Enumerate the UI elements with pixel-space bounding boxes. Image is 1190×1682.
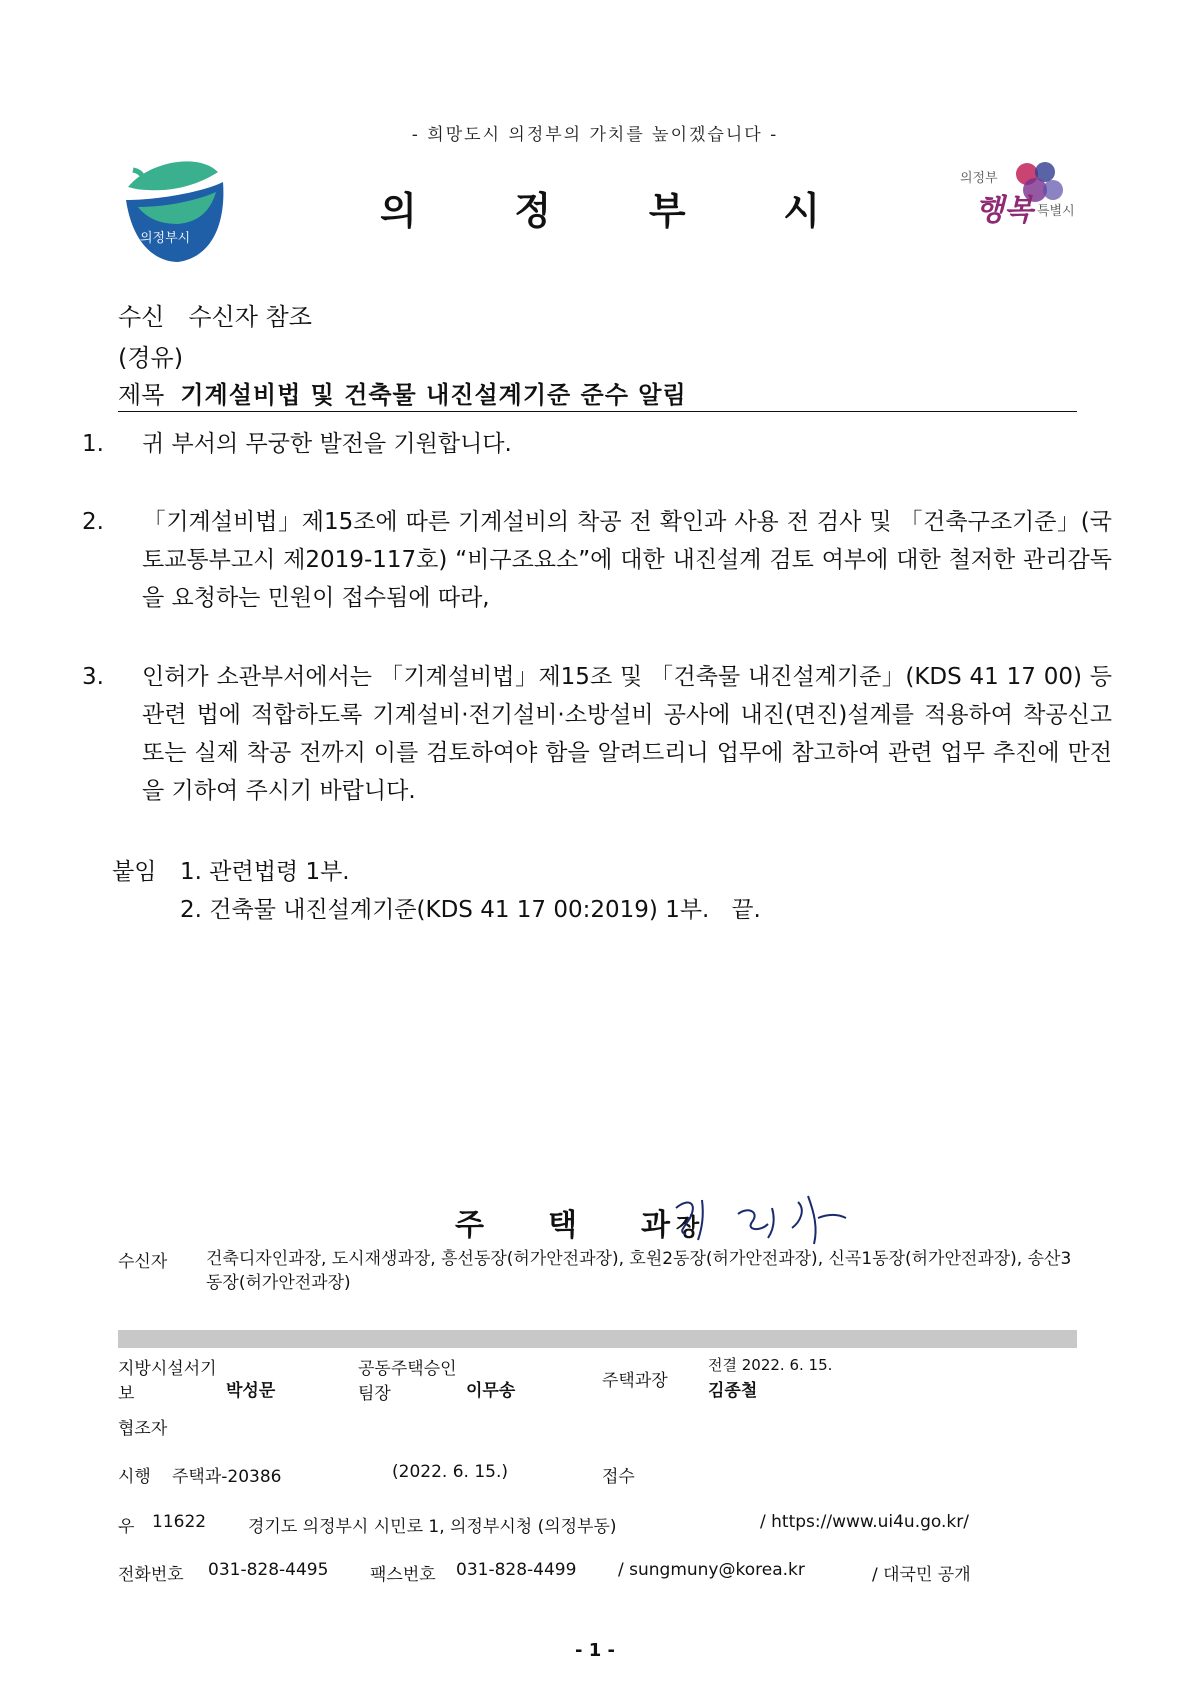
phone-number: 031-828-4495 xyxy=(208,1560,329,1580)
attachment-item: 1. 관련법령 1부. xyxy=(180,859,350,885)
zip-label: 우 xyxy=(118,1517,135,1537)
paragraph-number: 2. xyxy=(82,509,104,535)
final-approval-date: 전결 2022. 6. 15. xyxy=(708,1356,833,1374)
dept-char: 택 xyxy=(547,1208,579,1243)
cooperator-label: 협조자 xyxy=(118,1419,168,1439)
subject-value: 기계설비법 및 건축물 내진설계기준 준수 알림 xyxy=(180,381,687,409)
subject-label: 제목 xyxy=(118,381,165,409)
role-line: 지방시설서기 xyxy=(118,1359,217,1379)
email-link[interactable]: / sungmuny@korea.kr xyxy=(618,1560,805,1580)
attachment-1 xyxy=(112,853,350,891)
logo-text-mid: 행복 xyxy=(975,193,1033,228)
paragraph-2 xyxy=(82,503,1112,617)
paragraph-text: 귀 부서의 무궁한 발전을 기원합니다. xyxy=(142,431,512,457)
phone-label: 전화번호 xyxy=(118,1565,184,1585)
subject-divider xyxy=(118,411,1077,412)
attachment-label: 붙임 xyxy=(112,859,157,885)
paragraph-number: 3. xyxy=(82,664,104,690)
fax-number: 031-828-4499 xyxy=(456,1560,577,1580)
paragraph-text: 「기계설비법」제15조에 따른 기계설비의 착공 전 확인과 사용 전 검사 및 「건축구조기준」(국토교통부고시 제2019-117호) “비구조요소”에 대한 내진설계 검토 여부에 대한 철저한 관리감독을 요청하는 민원이 접수됨에 따라, xyxy=(142,509,1112,611)
enforce-date: (2022. 6. 15.) xyxy=(392,1462,508,1482)
enforce-number: 주택과-20386 xyxy=(172,1467,282,1487)
page-number: - 1 - xyxy=(575,1640,615,1661)
org-char: 의 xyxy=(380,189,417,233)
slogan: - 희망도시 의정부의 가치를 높이겠습니다 - xyxy=(411,125,779,145)
paragraph-number: 1. xyxy=(82,431,104,457)
role-line: 팀장 xyxy=(358,1384,391,1404)
happiness-city-logo xyxy=(955,160,1085,255)
org-char: 부 xyxy=(648,189,686,233)
org-char: 시 xyxy=(783,189,820,233)
logo-text-side: 특별시 xyxy=(1037,204,1075,219)
end-mark: 끝. xyxy=(731,897,761,923)
logo-text: 의정부시 xyxy=(140,231,191,246)
paragraph-3 xyxy=(82,658,1112,810)
uijeongbu-city-logo xyxy=(118,152,238,267)
role-line: 공동주택승인 xyxy=(358,1359,457,1379)
subject-line xyxy=(118,375,687,410)
attachment-2 xyxy=(180,891,761,929)
org-char: 정 xyxy=(514,189,552,233)
approver-2-role xyxy=(358,1354,457,1404)
approver-1-role xyxy=(118,1354,217,1404)
recipient-label: 수신 xyxy=(118,303,165,331)
paragraph-1 xyxy=(82,425,1112,463)
attachment-item: 2. 건축물 내진설계기준(KDS 41 17 00:2019) 1부. xyxy=(180,897,710,923)
via-line: (경유) xyxy=(118,344,184,372)
enforce-label: 시행 xyxy=(118,1467,151,1487)
recipients-label: 수신자 xyxy=(118,1252,168,1272)
dept-char: 주 xyxy=(455,1208,486,1243)
recipient-value: 수신자 참조 xyxy=(188,303,312,331)
receipt-label: 접수 xyxy=(602,1467,635,1487)
organization-name xyxy=(380,180,820,235)
dept-char: 과 xyxy=(640,1208,672,1243)
disclosure-status: / 대국민 공개 xyxy=(872,1565,971,1585)
dept-char: 장 xyxy=(675,1213,702,1241)
approver-2-name: 이무송 xyxy=(466,1381,516,1401)
approver-3-name: 김종철 xyxy=(708,1381,758,1401)
website-link[interactable]: / https://www.ui4u.go.kr/ xyxy=(760,1512,969,1532)
zip-code: 11622 xyxy=(152,1512,207,1532)
approver-1-name: 박성문 xyxy=(226,1381,276,1401)
address: 경기도 의정부시 시민로 1, 의정부시청 (의정부동) xyxy=(248,1517,617,1537)
handwritten-signature xyxy=(668,1188,858,1248)
recipient-line xyxy=(118,297,312,332)
logo-text-top: 의정부 xyxy=(960,171,998,186)
recipients-list: 건축디자인과장, 도시재생과장, 흥선동장(허가안전과장), 호원2동장(허가안전과장), 신곡1동장(허가안전과장), 송산3동장(허가안전과장) xyxy=(206,1249,1072,1293)
role-line: 보 xyxy=(118,1384,135,1404)
approver-3-role: 주택과장 xyxy=(602,1371,668,1391)
sender-department xyxy=(455,1200,701,1244)
paragraph-text: 인허가 소관부서에서는 「기계설비법」제15조 및 「건축물 내진설계기준」(KDS 41 17 00) 등 관련 법에 적합하도록 기계설비·전기설비·소방설비 공사에 내진(면진)설계를 적용하여 착공신고 또는 실제 착공 전까지 이를 검토하여야 함을 알려드리니 업무에 참고하여 관련 업무 추진에 만전을 기하여 주시기 바랍니다. xyxy=(142,664,1112,804)
approval-band xyxy=(118,1330,1077,1348)
fax-label: 팩스번호 xyxy=(370,1565,436,1585)
